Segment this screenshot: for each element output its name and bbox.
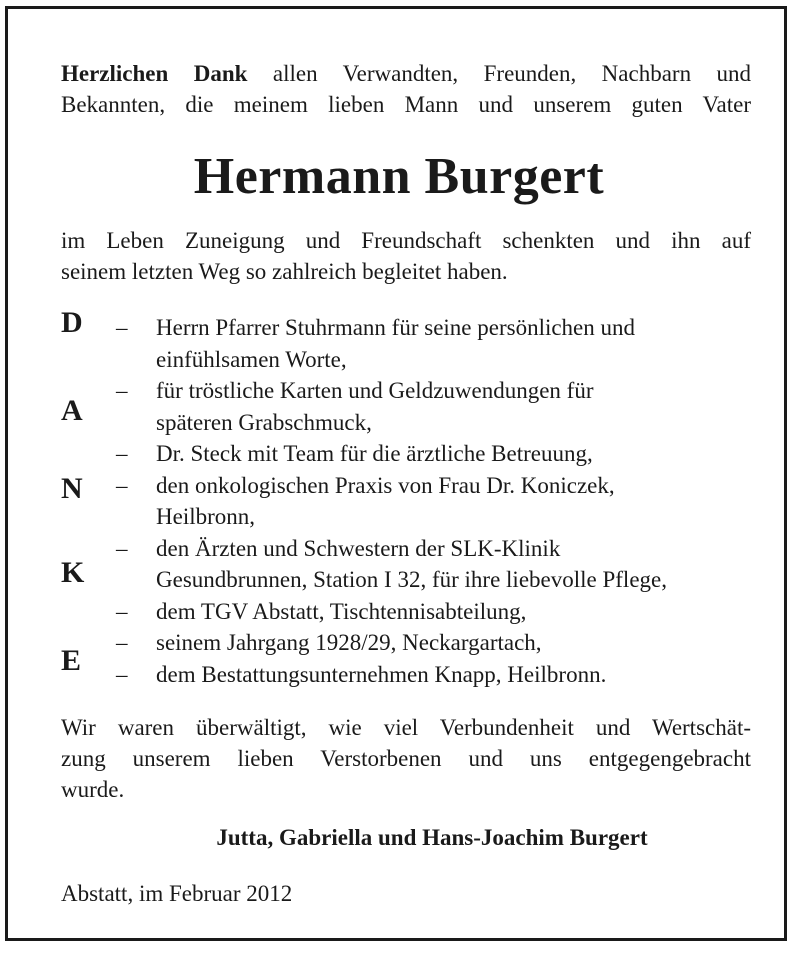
thanks-line: den onkologischen Praxis von Frau Dr. Koniczek, (156, 472, 615, 498)
thanks-line: Gesundbrunnen, Station I 32, für ihre liebevolle Pflege, (156, 567, 667, 592)
thanks-line: dem TGV Abstatt, Tischtennisabteilung, (156, 598, 527, 624)
dash-bullet: – (116, 472, 128, 498)
thanks-line: dem Bestattungsunternehmen Knapp, Heilbronn. (156, 661, 607, 687)
thanks-line: Heilbronn, (156, 504, 256, 529)
danke-letter-n: N (61, 472, 83, 505)
thanks-line: für tröstliche Karten und Geldzuwendungen für (156, 378, 594, 403)
dash-bullet: – (116, 315, 128, 340)
deceased-name: Hermann Burgert (193, 148, 605, 205)
thanks-line: einfühlsamen Worte, (156, 346, 347, 372)
tribute-line-2: seinem letzten Weg so zahlreich begleitet haben. (61, 259, 508, 284)
intro-paragraph (61, 58, 751, 120)
dash-bullet: – (116, 441, 128, 466)
gratitude-line-2: zung unserem lieben Verstorbenen und uns entgegengebracht (61, 746, 751, 771)
danke-letter-d: D (61, 306, 83, 339)
thanks-item (116, 627, 756, 659)
danke-letter-a: A (61, 394, 83, 427)
intro-line-2: Bekannten, die meinem lieben Mann und unserem guten Vater (61, 92, 751, 117)
thanks-line: Herrn Pfarrer Stuhrmann für seine persönlichen und (156, 315, 636, 340)
thanks-line: späteren Grabschmuck, (156, 409, 372, 435)
thanks-item (116, 312, 756, 375)
tribute-line-1: im Leben Zuneigung und Freundschaft schenkten und ihn auf (61, 228, 751, 253)
dash-bullet: – (116, 661, 128, 687)
thanks-line: Dr. Steck mit Team für die ärztliche Betreuung, (156, 441, 593, 466)
danke-letter-k: K (61, 556, 85, 589)
gratitude-line-3: wurde. (61, 777, 125, 802)
intro-lead-bold: Herzlichen Dank (61, 61, 248, 86)
gratitude-line-1: Wir waren überwältigt, wie viel Verbundenheit und Wertschät- (61, 715, 751, 740)
thanks-item (116, 375, 756, 438)
thanks-line: seinem Jahrgang 1928/29, Neckargartach, (156, 630, 542, 655)
obituary-thanks-notice (5, 6, 787, 941)
dash-bullet: – (116, 598, 128, 624)
dash-bullet: – (116, 535, 128, 561)
tribute-paragraph (61, 225, 751, 287)
thanks-item (116, 470, 756, 533)
place-and-date: Abstatt, im Februar 2012 (61, 881, 293, 906)
thanks-line: den Ärzten und Schwestern der SLK-Klinik (156, 535, 561, 561)
dash-bullet: – (116, 630, 128, 655)
thanks-list (116, 312, 756, 690)
thanks-item (116, 533, 756, 596)
dash-bullet: – (116, 378, 128, 403)
danke-letter-e: E (61, 644, 82, 677)
gratitude-paragraph (61, 712, 751, 805)
thanks-item (116, 596, 756, 628)
family-signature: Jutta, Gabriella und Hans-Joachim Burgert (216, 825, 648, 850)
intro-line-1-rest: allen Verwandten, Freunden, Nachbarn und (247, 61, 752, 86)
thanks-item (116, 659, 756, 691)
intro-line-1 (61, 58, 751, 89)
thanks-item (116, 438, 756, 470)
